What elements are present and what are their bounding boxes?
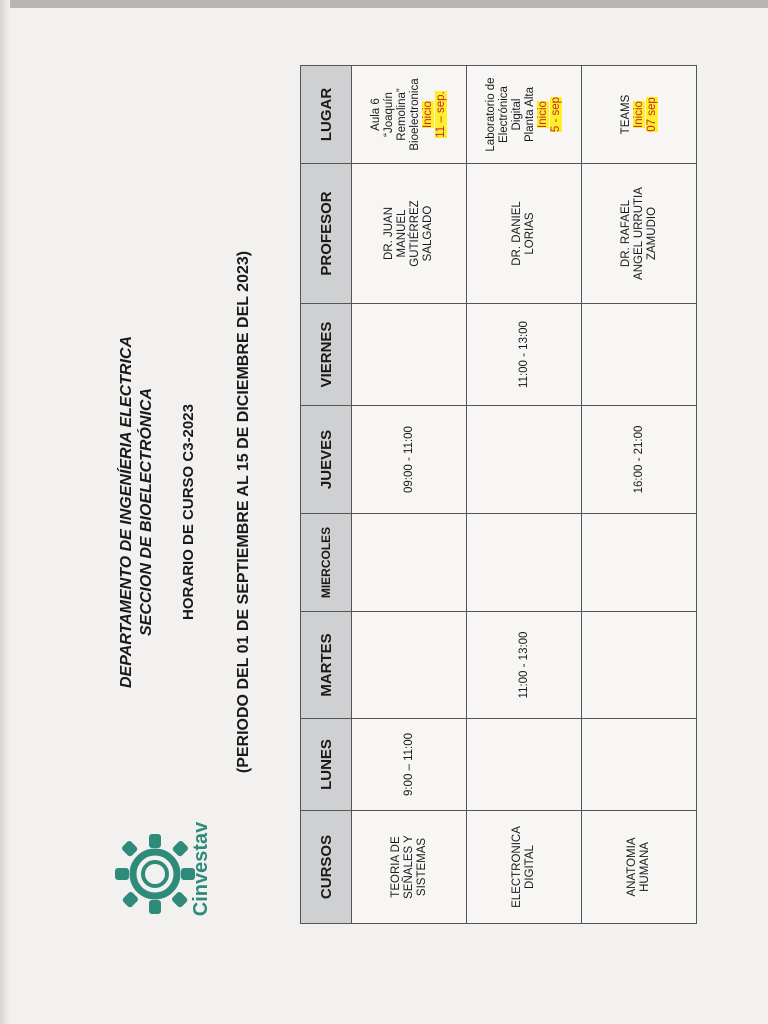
viernes-time xyxy=(352,304,467,406)
table-row xyxy=(467,66,582,924)
course-name: TEORIA DE SEÑALES Y SISTEMAS xyxy=(352,811,467,924)
header-miercoles: MIERCOLES xyxy=(301,514,352,612)
miercoles-time xyxy=(582,514,697,612)
course-name: ANATOMIA HUMANA xyxy=(582,811,697,924)
cinvestav-logo-text: Cinvestav xyxy=(190,821,212,917)
start-label: Inicio xyxy=(422,101,434,128)
professor-name: DR. DANIEL LORIAS xyxy=(467,164,582,304)
table-row xyxy=(582,66,697,924)
header-jueves: JUEVES xyxy=(301,406,352,514)
lunes-time xyxy=(467,719,582,811)
miercoles-time xyxy=(352,514,467,612)
schedule-title: HORARIO DE CURSO C3-2023 xyxy=(180,404,197,620)
location: Laboratorio de Electrónica Digital Planta Alta Inicio 5 - sep xyxy=(467,66,582,164)
period-title: (PERIODO DEL 01 DE SEPTIEMBRE AL 15 DE DICIEMBRE DEL 2023) xyxy=(235,250,252,774)
professor-name: DR. RAFAEL ANGEL URRUTIA ZAMUDIO xyxy=(582,164,697,304)
location: Aula 6 “Joaquín Remolina” Bioelectronica Inicio 11 – sep. xyxy=(352,66,467,164)
miercoles-time xyxy=(467,514,582,612)
jueves-time: 16:00 - 21:00 xyxy=(582,406,697,514)
start-label: Inicio xyxy=(537,101,549,128)
schedule-table xyxy=(300,65,697,924)
header-martes: MARTES xyxy=(301,612,352,719)
professor-name: DR. JUAN MANUEL GUTIÉRREZ SALGADO xyxy=(352,164,467,304)
start-date: 07 sep xyxy=(645,97,658,132)
course-name: ELECTRONICA DIGITAL xyxy=(467,811,582,924)
location: TEAMS Inicio 07 sep xyxy=(582,66,697,164)
lunes-time: 9:00 – 11:00 xyxy=(352,719,467,811)
table-header-row xyxy=(301,66,352,924)
martes-time xyxy=(352,612,467,719)
start-date: 11 – sep. xyxy=(435,91,447,138)
viernes-time xyxy=(582,304,697,406)
header-profesor: PROFESOR xyxy=(301,164,352,304)
jueves-time xyxy=(467,406,582,514)
header-lugar: LUGAR xyxy=(301,66,352,164)
start-label: Inicio xyxy=(632,101,645,128)
martes-time: 11:00 - 13:00 xyxy=(467,612,582,719)
jueves-time: 09:00 - 11:00 xyxy=(352,406,467,514)
section-title: SECCION DE BIOELECTRÓNICA xyxy=(138,388,155,637)
header-cursos: CURSOS xyxy=(301,811,352,924)
start-date: 5 - sep xyxy=(550,96,562,133)
lunes-time xyxy=(582,719,697,811)
header-viernes: VIERNES xyxy=(301,304,352,406)
department-title: DEPARTAMENTO DE INGENÍERIA ELECTRICA xyxy=(118,335,135,689)
table-row xyxy=(352,66,467,924)
viernes-time: 11:00 - 13:00 xyxy=(467,304,582,406)
header-lunes: LUNES xyxy=(301,719,352,811)
martes-time xyxy=(582,612,697,719)
